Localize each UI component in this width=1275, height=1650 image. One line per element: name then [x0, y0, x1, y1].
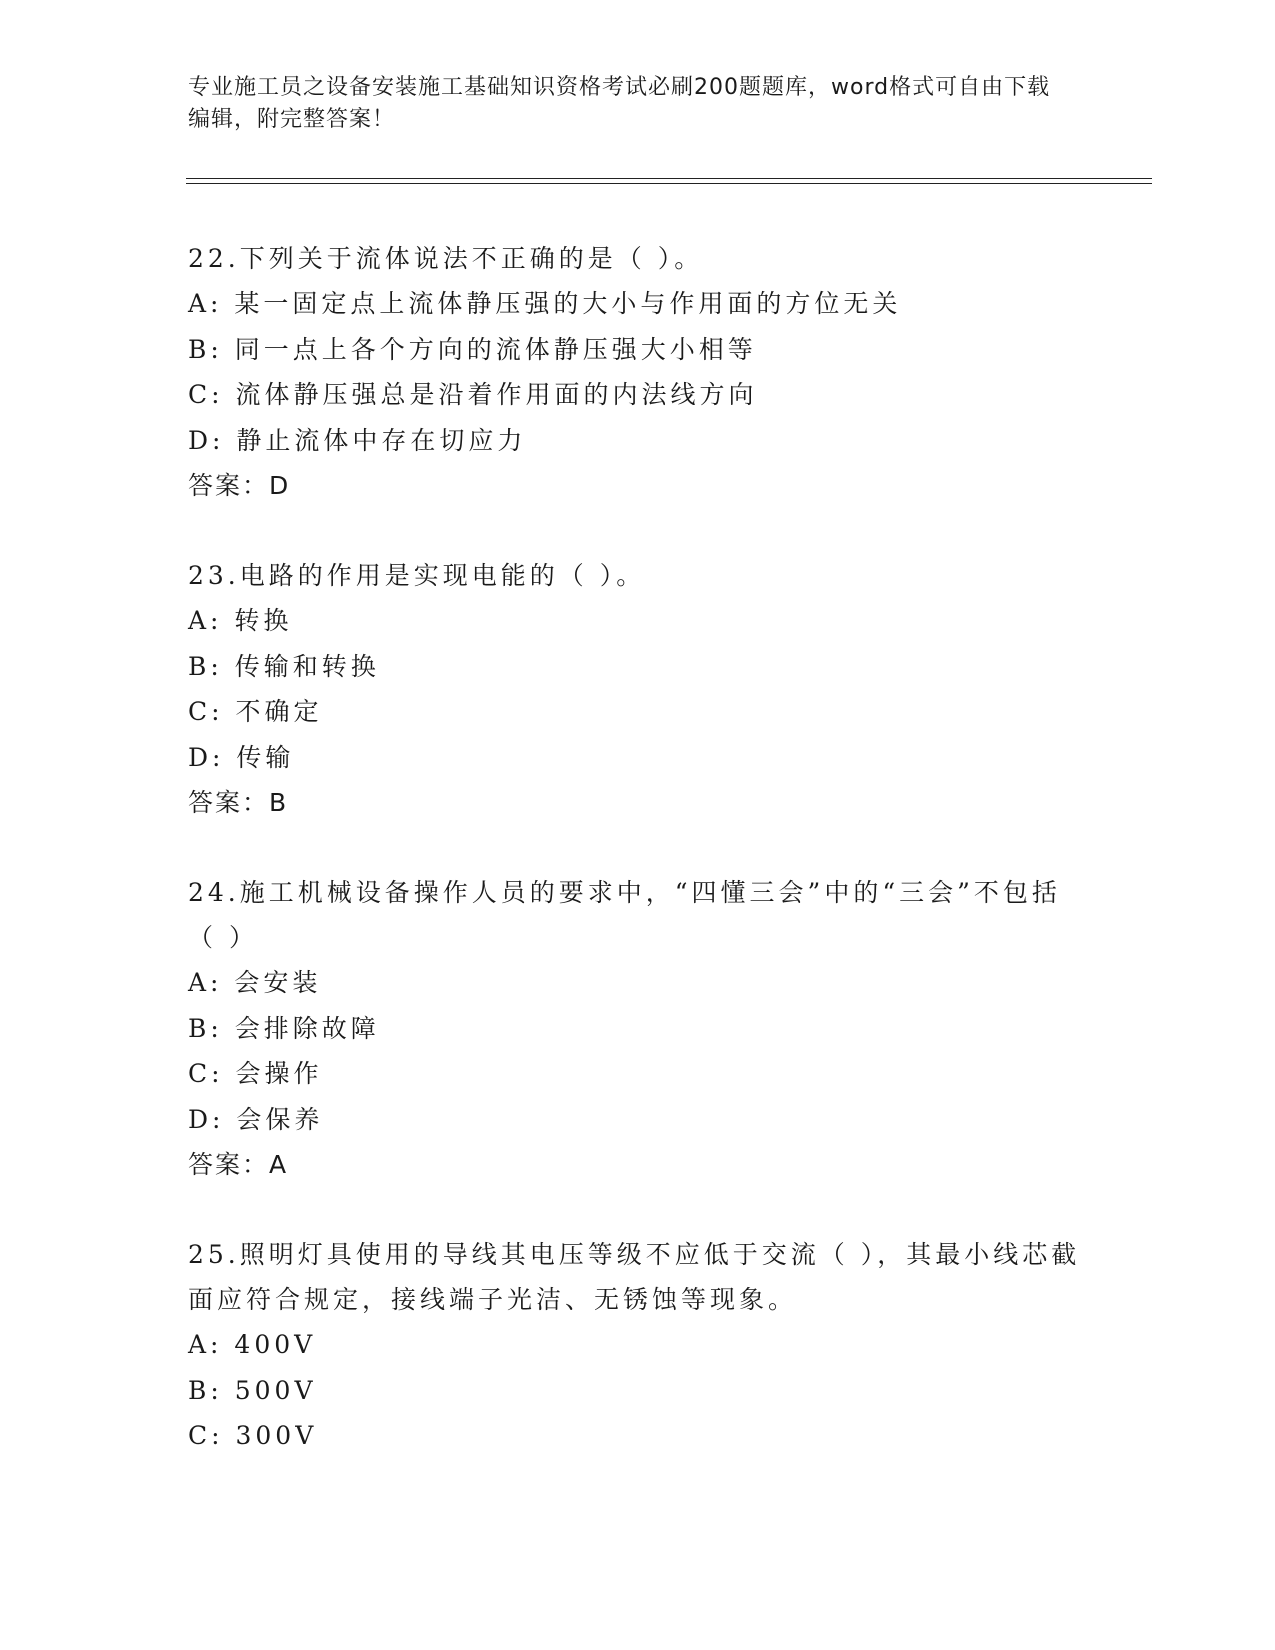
question-stem: 25.照明灯具使用的导线其电压等级不应低于交流（ ），其最小线芯截面应符合规定，接线端子光洁、无锈蚀等现象。: [188, 1240, 1081, 1314]
question-list: [188, 236, 1088, 1504]
option-b: B: 同一点上各个方向的流体静压强大小相等: [188, 334, 757, 364]
option-a: A: 400V: [188, 1330, 317, 1359]
answer-line: [188, 780, 1088, 825]
question-23: [188, 553, 1088, 825]
answer-label: 答案：: [188, 471, 270, 500]
answer-label: 答案：: [188, 788, 270, 817]
option-a: A: 转换: [188, 606, 293, 635]
header-rule-bottom: [186, 183, 1152, 184]
question-stem: 24.施工机械设备操作人员的要求中，“四懂三会”中的“三会”不包括（ ）: [188, 878, 1061, 952]
question-stem: 23.电路的作用是实现电能的（ ）。: [188, 561, 646, 590]
option-b: B: 会排除故障: [188, 1013, 380, 1043]
option-c: C: 流体静压强总是沿着作用面的内法线方向: [188, 380, 758, 409]
answer-value: D: [269, 471, 290, 500]
question-24: [188, 870, 1088, 1187]
answer-value: A: [269, 1150, 288, 1179]
option-c: C: 不确定: [188, 697, 323, 726]
document-header: 专业施工员之设备安装施工基础知识资格考试必刷200题题库，word格式可自由下载编辑，附完整答案！: [188, 75, 1051, 132]
answer-line: [188, 463, 1088, 508]
question-22: [188, 236, 1088, 508]
header-rule-top: [186, 178, 1152, 179]
option-c: C: 300V: [188, 1421, 318, 1450]
option-a: A: 会安装: [188, 968, 322, 997]
question-stem: 22.下列关于流体说法不正确的是（ ）。: [188, 244, 704, 273]
option-d: D: 静止流体中存在切应力: [188, 425, 527, 455]
option-d: D: 传输: [188, 742, 295, 772]
question-25: [188, 1232, 1088, 1459]
option-d: D: 会保养: [188, 1104, 324, 1134]
answer-label: 答案：: [188, 1150, 270, 1179]
answer-line: [188, 1142, 1088, 1187]
option-c: C: 会操作: [188, 1059, 323, 1088]
answer-value: B: [269, 788, 288, 817]
option-b: B: 500V: [188, 1375, 317, 1405]
option-a: A: 某一固定点上流体静压强的大小与作用面的方位无关: [188, 289, 902, 318]
option-b: B: 传输和转换: [188, 651, 380, 681]
